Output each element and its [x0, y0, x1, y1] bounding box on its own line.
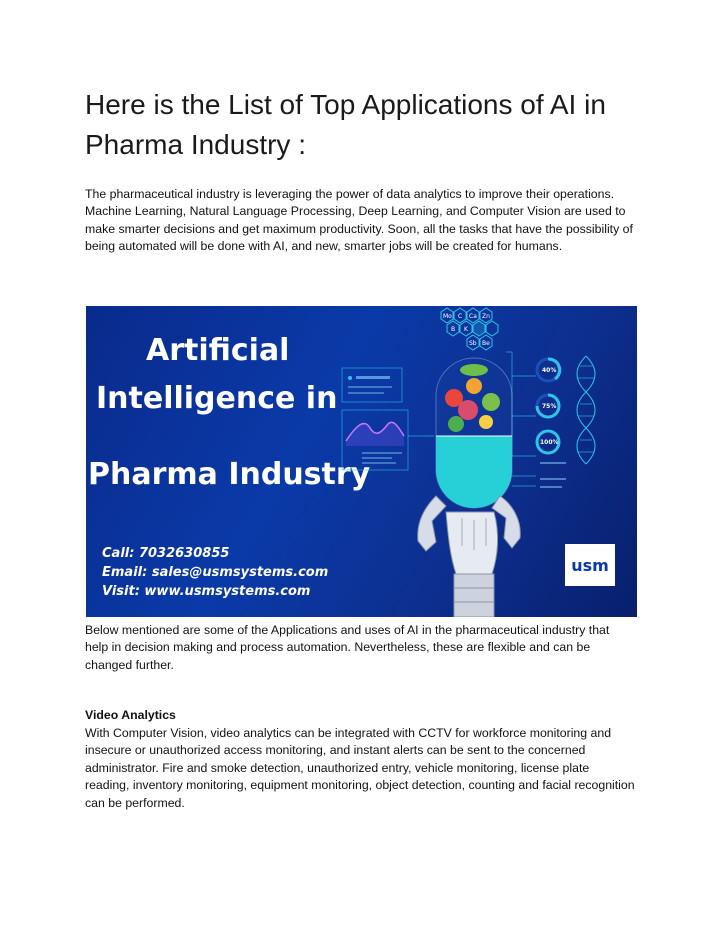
percent-label: 75%: [542, 403, 557, 410]
intro-paragraph: The pharmaceutical industry is leveraging the power of data analytics to improve their operations. Machine Learning, Natural Language Processing, Deep Learning, and Computer Vision are used to make smarter decisions and get maximum productivity. Soon, all the tasks that have the possibility of being automated will be done with AI, and new, smarter jobs will be created for humans.: [85, 187, 633, 254]
email-text: Email: sales@usmsystems.com: [102, 565, 329, 580]
percent-label: 100%: [540, 439, 559, 446]
hex-label: C: [458, 313, 463, 320]
info-panel: [342, 368, 402, 402]
robot-hand: [418, 496, 521, 617]
banner-title-line-2: Intelligence in: [96, 381, 338, 416]
page-title: Here is the List of Top Applications of AI in Pharma Industry :: [85, 89, 606, 160]
capsule: [436, 358, 512, 508]
hex-label: K: [464, 326, 468, 333]
percent-label: 40%: [542, 367, 557, 374]
hex-label: Sb: [469, 340, 477, 347]
dna-helix-icon: [577, 356, 595, 464]
usm-logo: usm: [565, 544, 615, 586]
percent-gauges: [537, 359, 560, 453]
website-text: Visit: www.usmsystems.com: [102, 584, 311, 599]
section-body: With Computer Vision, video analytics can be integrated with CCTV for workforce monitoring and insecure or unauthorized access monitoring, and instant alerts can be sent to the concerned administrator. Fire and smoke detection, unauthorized entry, vehicle monitoring, license plate reading, inventory monitoring, equipment monitoring, object detection, counting and facial recognition can be performed.: [85, 726, 635, 810]
banner-title-line-3: Pharma Industry: [88, 457, 371, 492]
hex-label: B: [451, 326, 456, 333]
hex-label: Be: [482, 340, 490, 347]
phone-text: Call: 7032630855: [102, 546, 230, 561]
below-paragraph: Below mentioned are some of the Applications and uses of AI in the pharmaceutical industry that help in decision making and process automation. Nevertheless, these are flexible and can be changed further.: [85, 623, 610, 672]
hex-label: Ca: [469, 313, 477, 320]
hex-label: Zn: [482, 313, 490, 320]
hex-label: Mo: [443, 313, 452, 320]
contact-info: [102, 544, 328, 601]
banner-title-line-1: Artificial: [146, 333, 290, 368]
section-heading: Video Analytics: [85, 708, 176, 722]
banner-image: [86, 306, 637, 617]
